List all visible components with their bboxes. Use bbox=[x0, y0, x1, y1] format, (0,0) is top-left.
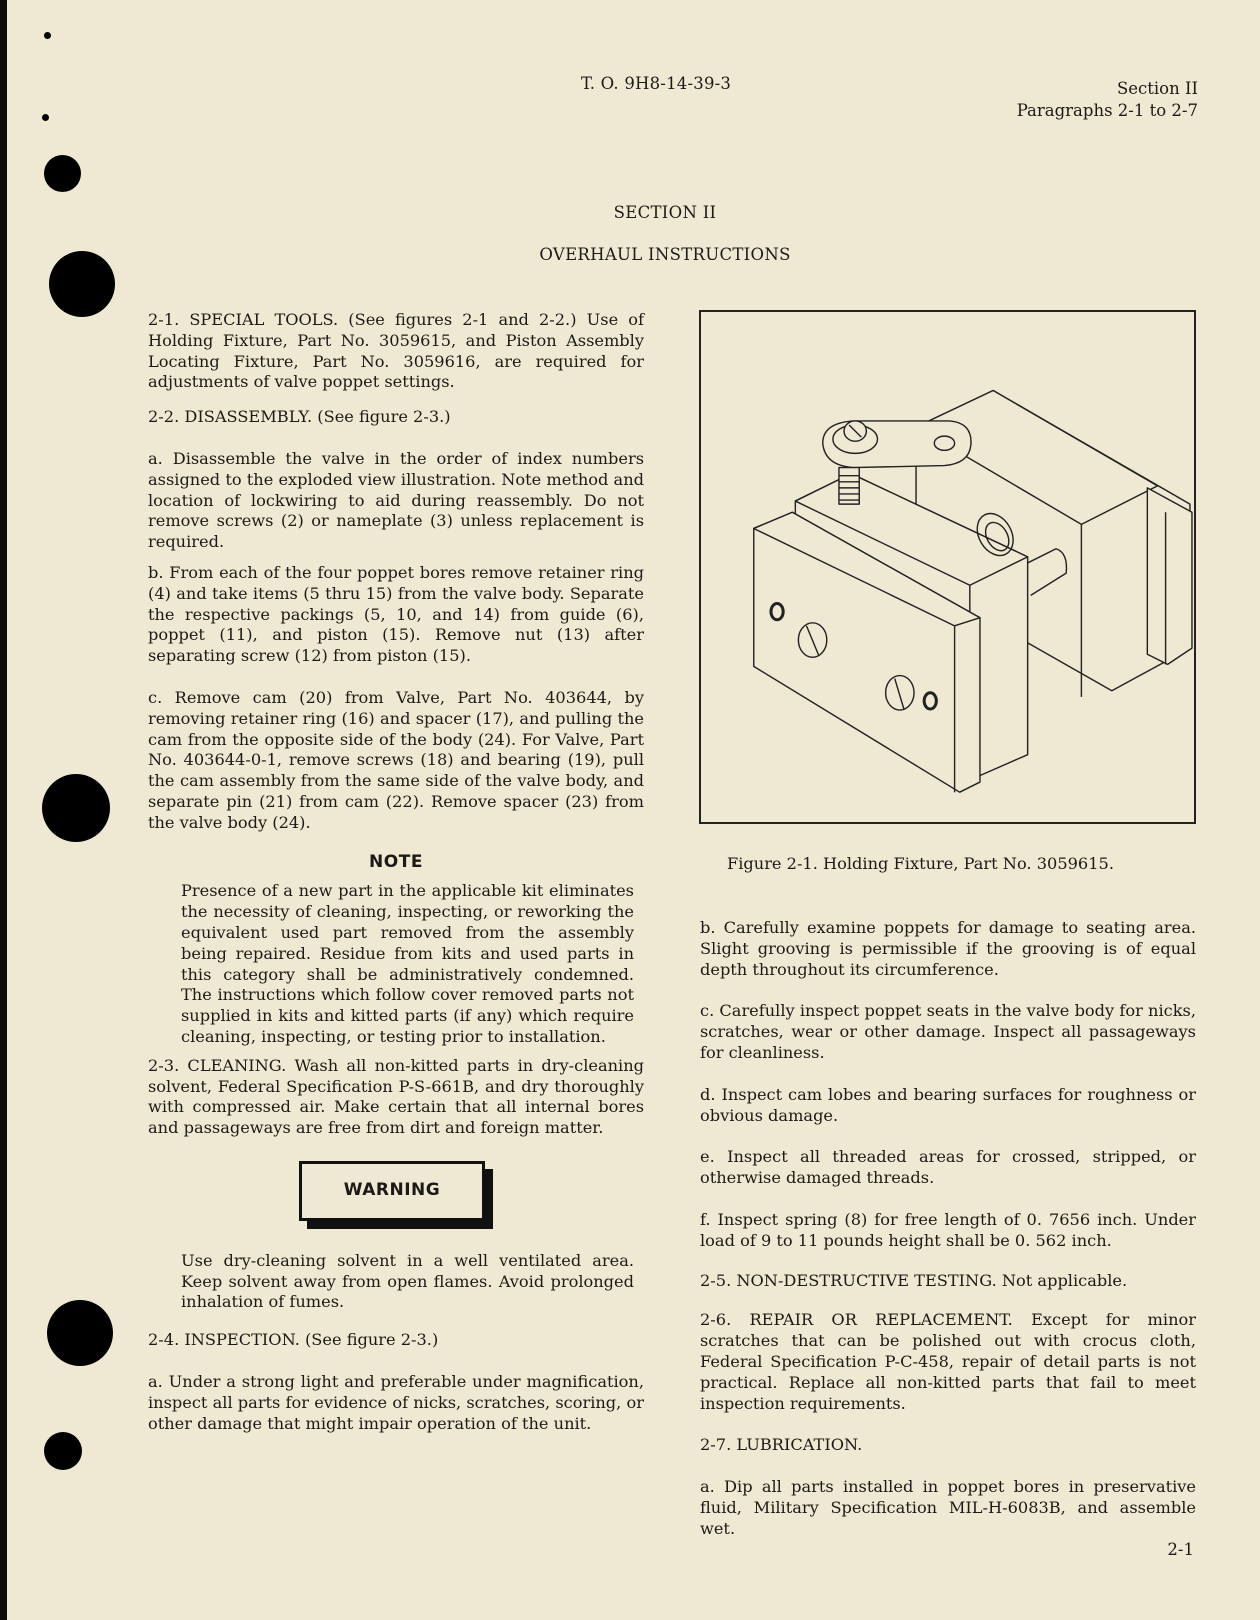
left-column bbox=[148, 310, 644, 1434]
document-number: T. O. 9H8-14-39-3 bbox=[581, 74, 732, 93]
figure-caption: Figure 2-1. Holding Fixture, Part No. 3059615. bbox=[727, 854, 1114, 873]
paragraph-2-6: 2-6. REPAIR OR REPLACEMENT. Except for minor scratches that can be polished out with crocus cloth, Federal Specification P-C-458, repair of detail parts is not practical. Replace all non-kitted parts that fail to meet inspection requirements. bbox=[700, 1310, 1196, 1413]
paragraph-2-4-f: f. Inspect spring (8) for free length of 0. 7656 inch. Under load of 9 to 11 pounds height shall be 0. 562 inch. bbox=[700, 1209, 1196, 1250]
right-column bbox=[700, 918, 1196, 1540]
paragraph-2-7-heading: 2-7. LUBRICATION. bbox=[700, 1435, 863, 1455]
page-header-right bbox=[1017, 78, 1198, 122]
paragraph-2-2-a: a. Disassemble the valve in the order of index numbers assigned to the exploded view illustration. Note method and location of lockwiring to aid during reassembly. Do not remove screws (2) or nameplate (3) unless replacement is required. bbox=[148, 448, 644, 552]
paragraph-2-2-c: c. Remove cam (20) from Valve, Part No. 403644, by removing retainer ring (16) and spacer (17), and pulling the cam from the opposite side of the body (24). For Valve, Part No. 403644-0-1, remove screws (18) and bearing (19), pull the cam assembly from the same side of the valve body, and separate pin (21) from cam (22). Remove spacer (23) from the valve body (24). bbox=[148, 687, 644, 832]
binder-hole-4 bbox=[47, 1300, 113, 1366]
binder-hole-1 bbox=[44, 155, 81, 192]
paragraph-2-4-a: a. Under a strong light and preferable under magnification, inspect all parts for evidence of nicks, scratches, scoring, or other damage that might impair operation of the unit. bbox=[148, 1372, 644, 1433]
paragraph-2-5: 2-5. NON-DESTRUCTIVE TESTING. Not applicable. bbox=[700, 1270, 1128, 1290]
paragraph-2-4-heading: 2-4. INSPECTION. (See figure 2-3.) bbox=[148, 1330, 439, 1350]
paragraph-2-7-a: a. Dip all parts installed in poppet bores in preservative fluid, Military Specification MIL-H-6083B, and assemble wet. bbox=[700, 1477, 1196, 1538]
section-title: SECTION II bbox=[613, 203, 717, 222]
warning-text: Use dry-cleaning solvent in a well ventilated area. Keep solvent away from open flames. Avoid prolonged inhalation of fumes. bbox=[181, 1250, 634, 1312]
paragraph-2-4-c: c. Carefully inspect poppet seats in the valve body for nicks, scratches, wear or other damage. Inspect all passageways for cleanliness. bbox=[700, 1001, 1196, 1062]
paragraph-2-4-e: e. Inspect all threaded areas for crossed, stripped, or otherwise damaged threads. bbox=[700, 1147, 1196, 1188]
section-label: Section II bbox=[1116, 79, 1198, 98]
paragraph-2-1: 2-1. SPECIAL TOOLS. (See figures 2-1 and 2-2.) Use of Holding Fixture, Part No. 3059615, and Piston Assembly Locating Fixture, Part No. 3059616, are required for adjustments of valve poppet settings. bbox=[148, 310, 644, 392]
holding-fixture-illustration bbox=[701, 312, 1194, 822]
paragraph-2-4-b: b. Carefully examine poppets for damage to seating area. Slight grooving is permissible if the grooving is of equal depth throughout its circumference. bbox=[700, 918, 1196, 979]
figure-2-1 bbox=[699, 310, 1196, 824]
warning-box bbox=[299, 1161, 485, 1221]
paragraph-range: Paragraphs 2-1 to 2-7 bbox=[1016, 101, 1198, 120]
binder-hole-small-2 bbox=[42, 114, 49, 121]
paragraph-2-4-d: d. Inspect cam lobes and bearing surfaces for roughness or obvious damage. bbox=[700, 1084, 1196, 1125]
binder-hole-3 bbox=[42, 774, 110, 842]
paragraph-2-3: 2-3. CLEANING. Wash all non-kitted parts in dry-cleaning solvent, Federal Specification P-S-661B, and dry thoroughly with compressed air. Make certain that all internal bores and passageways are free from dirt and foreign matter. bbox=[148, 1055, 644, 1138]
paragraph-2-2-b: b. From each of the four poppet bores remove retainer ring (4) and take items (5 thru 15) from the valve body. Separate the respective packings (5, 10, and 14) from guide (6), poppet (11), and piston (15). Remove nut (13) after separating screw (12) from piston (15). bbox=[148, 562, 644, 666]
note-heading: NOTE bbox=[369, 851, 423, 872]
scan-edge bbox=[0, 0, 7, 1620]
section-subtitle: OVERHAUL INSTRUCTIONS bbox=[539, 245, 791, 264]
page-number: 2-1 bbox=[1167, 1540, 1194, 1559]
binder-hole-small-1 bbox=[44, 32, 51, 39]
binder-hole-5 bbox=[44, 1432, 82, 1470]
paragraph-2-2-heading: 2-2. DISASSEMBLY. (See figure 2-3.) bbox=[148, 407, 451, 427]
warning-heading: WARNING bbox=[343, 1180, 441, 1201]
note-text: Presence of a new part in the applicable kit eliminates the necessity of cleaning, inspecting, or reworking the equivalent used part removed from the assembly being repaired. Residue from kits and used parts in this category shall be administratively condemned. The instructions which follow cover removed parts not supplied in kits and kitted parts (if any) which require cleaning, inspecting, or testing prior to installation. bbox=[181, 881, 634, 1046]
